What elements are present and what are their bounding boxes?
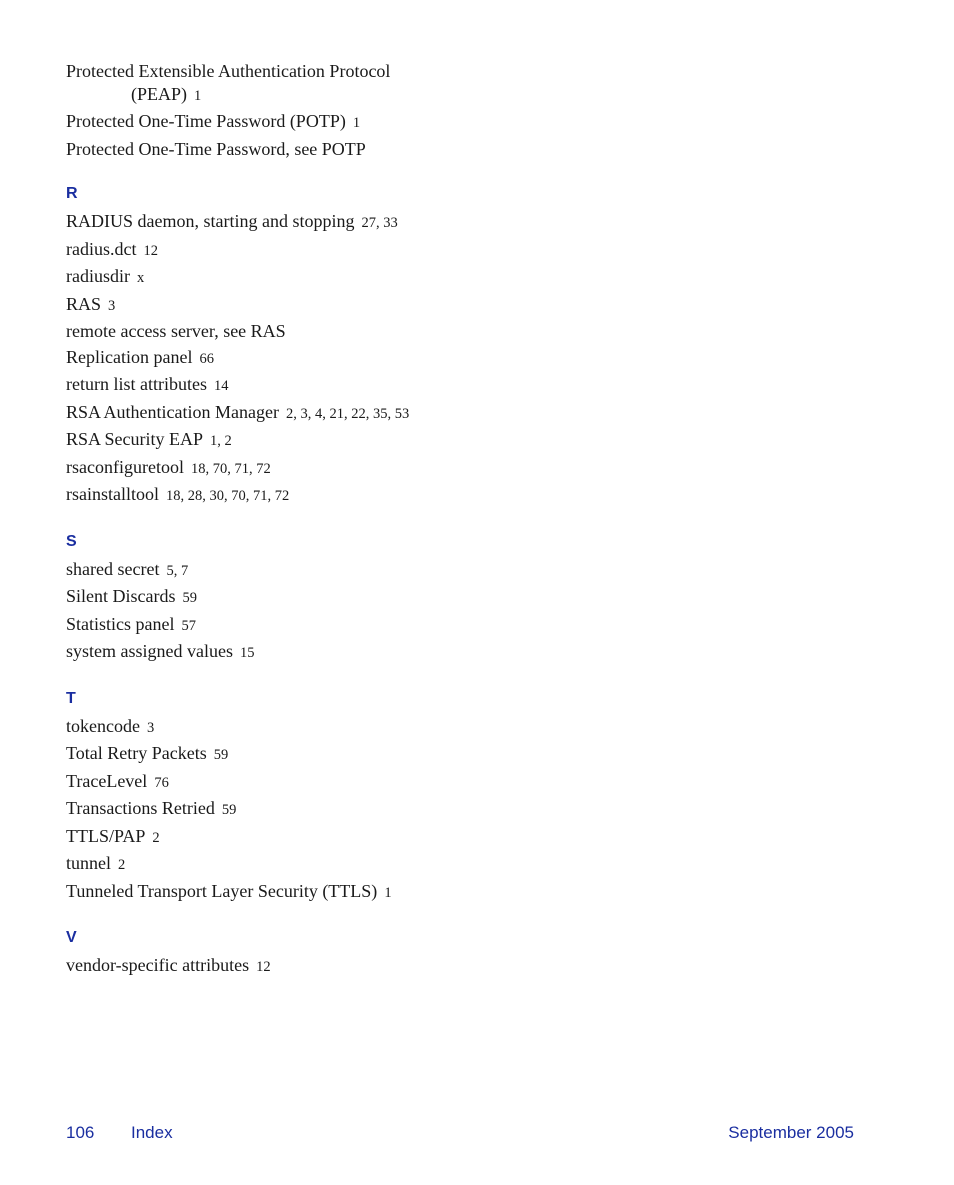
publication-date: September 2005: [728, 1123, 854, 1142]
index-term: shared secret: [66, 558, 160, 579]
index-pages: 2: [118, 857, 126, 873]
index-term: rsaconfiguretool: [66, 456, 184, 477]
index-term: RSA Authentication Manager: [66, 401, 279, 422]
index-term: RADIUS daemon, starting and stopping: [66, 211, 355, 231]
index-pages: 1, 2: [210, 433, 232, 449]
chapter-title: Index: [131, 1123, 173, 1142]
index-term: vendor-specific attributes: [66, 955, 250, 975]
index-entry: [66, 796, 666, 824]
section-letter: S: [66, 532, 77, 550]
index-pages: 27, 33: [361, 215, 398, 231]
index-term: radiusdir: [66, 266, 130, 286]
index-section-s: [66, 531, 666, 667]
index-entry: [66, 953, 666, 981]
index-term: return list attributes: [66, 374, 207, 394]
index-entry: [66, 60, 666, 107]
index-term: TTLS/PAP: [66, 825, 146, 846]
index-pages: 1: [194, 87, 202, 104]
index-term: Tunneled Transport Layer Security (TTLS): [66, 880, 378, 901]
index-term: system assigned values: [66, 641, 233, 661]
index-entry: [66, 292, 666, 320]
index-term: radius.dct: [66, 238, 137, 259]
index-term: tokencode: [66, 715, 140, 736]
index-entry: [66, 427, 666, 455]
index-term: Protected One-Time Password (POTP): [66, 111, 346, 131]
index-term: TraceLevel: [66, 770, 148, 791]
index-entry: [66, 824, 666, 852]
index-term: rsainstalltool: [66, 484, 159, 504]
index-pages: 1: [384, 884, 392, 901]
index-term: Replication panel: [66, 346, 193, 367]
index-entry: [66, 264, 666, 292]
index-entry: [66, 372, 666, 400]
index-entry: [66, 741, 666, 769]
index-pages: 18, 70, 71, 72: [190, 460, 271, 477]
index-entry: [66, 319, 666, 345]
index-pages: 3: [108, 297, 116, 314]
index-pages: 2: [152, 829, 160, 846]
index-term: Protected One-Time Password, see POTP: [66, 138, 366, 159]
index-term: remote access server, see RAS: [66, 321, 286, 341]
index-pages: 59: [213, 747, 229, 763]
index-entry: [66, 557, 666, 585]
index-term: Protected Extensible Authentication Protocol: [66, 61, 391, 81]
index-pages: 3: [146, 719, 155, 736]
section-letter: R: [66, 185, 78, 202]
index-pages: 66: [199, 350, 214, 367]
index-pages: 5, 7: [166, 562, 189, 579]
index-pages: 59: [221, 802, 237, 818]
index-term: Silent Discards: [66, 586, 176, 606]
index-entry: [66, 237, 666, 265]
index-entry: [66, 879, 666, 907]
index-pages: 12: [256, 959, 271, 975]
index-section-p: [66, 60, 666, 162]
index-term: Statistics panel: [66, 613, 175, 634]
section-letter: T: [66, 689, 76, 707]
index-pages: 59: [182, 590, 197, 606]
index-term: Total Retry Packets: [66, 743, 207, 763]
index-entry: [66, 714, 666, 742]
index-column: [66, 60, 666, 1002]
index-entry: [66, 109, 666, 137]
index-term-continuation: (PEAP) 1: [131, 83, 202, 104]
index-section-t: [66, 688, 666, 907]
index-entry: [66, 851, 666, 879]
index-term: RAS: [66, 293, 102, 314]
index-pages: 57: [181, 617, 196, 634]
section-letter: V: [66, 929, 77, 946]
index-entry: [66, 400, 666, 428]
index-entry: [66, 455, 666, 483]
index-pages: 2, 3, 4, 21, 22, 35, 53: [285, 405, 410, 422]
index-entry: [66, 612, 666, 640]
index-entry: [66, 769, 666, 797]
index-entry: [66, 137, 666, 163]
index-section-r: [66, 183, 666, 510]
index-entry: [66, 639, 666, 667]
index-pages: 15: [239, 645, 255, 661]
index-term: RSA Security EAP: [66, 429, 204, 449]
index-entry: [66, 482, 666, 510]
index-entry: [66, 345, 666, 373]
index-pages: 1: [352, 115, 361, 131]
index-entry: [66, 209, 666, 237]
index-pages: 12: [143, 242, 158, 259]
index-entry: [66, 584, 666, 612]
index-pages: 14: [213, 378, 229, 394]
page-number: 106: [66, 1123, 95, 1142]
index-pages: 18, 28, 30, 70, 71, 72: [166, 488, 290, 504]
index-term: tunnel: [66, 853, 111, 873]
index-term: Transactions Retried: [66, 798, 215, 818]
index-pages: 76: [154, 774, 169, 791]
index-section-v: [66, 927, 666, 981]
index-pages: x: [136, 270, 145, 286]
